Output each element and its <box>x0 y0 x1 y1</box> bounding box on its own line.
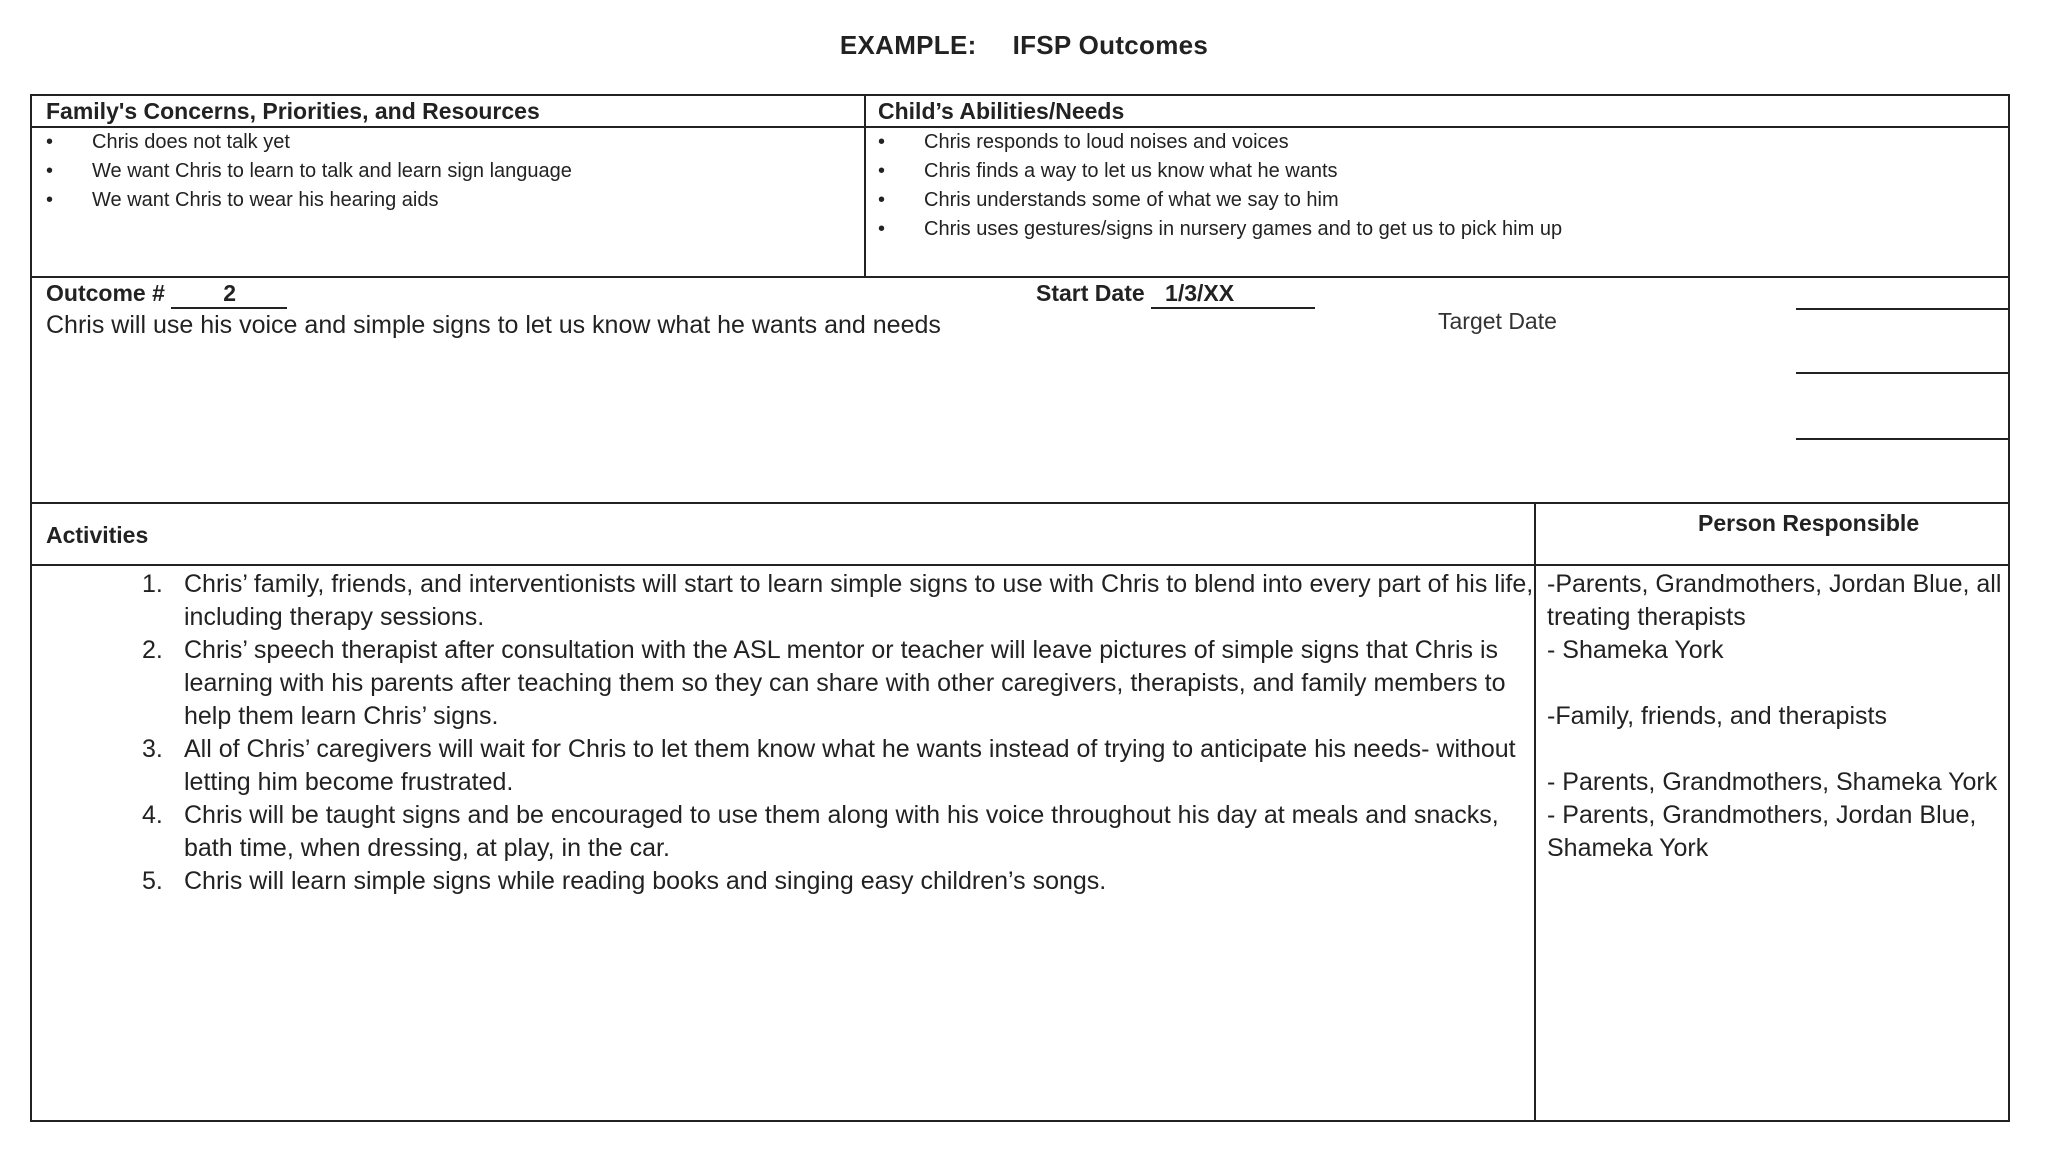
activities-header-rule <box>32 564 2008 566</box>
activity-text: Chris will be taught signs and be encouraged to use them along with his voice throughout his day at meals and snacks, bath time, when dressing, at play, in the car. <box>184 801 1499 862</box>
person-entry <box>1547 733 2007 766</box>
ifsp-form <box>30 94 2010 1122</box>
outcome-number-label: Outcome # <box>46 280 165 306</box>
list-item: • We want Chris to learn to talk and learn sign language <box>34 157 572 186</box>
person-responsible-list <box>1547 568 2007 865</box>
list-item: • We want Chris to wear his hearing aids <box>34 186 572 215</box>
activities-list <box>132 568 1552 898</box>
activity-item <box>132 799 1552 865</box>
activity-text: All of Chris’ caregivers will wait for Chris to let them know what he wants instead of trying to anticipate his needs- without letting him become frustrated. <box>184 735 1516 796</box>
activity-number: 5. <box>142 867 163 895</box>
activity-item <box>132 634 1552 733</box>
activities-heading: Activities <box>46 522 149 548</box>
activity-item <box>132 568 1552 634</box>
start-date-field <box>1036 280 1315 309</box>
activity-number: 1. <box>142 570 163 598</box>
family-concerns-list <box>34 128 572 215</box>
person-entry: - Shameka York <box>1547 636 1724 664</box>
start-date-value: 1/3/XX <box>1151 280 1315 309</box>
list-item: • Chris uses gestures/signs in nursery games and to get us to pick him up <box>866 215 1562 244</box>
activity-number: 3. <box>142 735 163 763</box>
activity-item <box>132 865 1552 898</box>
person-entry: -Parents, Grandmothers, Jordan Blue, all treating therapists <box>1547 570 2002 631</box>
activity-item <box>132 733 1552 799</box>
person-entry: -Family, friends, and therapists <box>1547 702 1887 730</box>
target-date-blank <box>1796 372 2008 374</box>
person-entry: - Parents, Grandmothers, Shameka York <box>1547 768 1998 796</box>
person-entry <box>1547 667 2007 700</box>
child-abilities-list <box>866 128 1562 244</box>
outcome-description: Chris will use his voice and simple signs to let us know what he wants and needs <box>46 311 941 339</box>
list-item: • Chris does not talk yet <box>34 128 572 157</box>
list-item: • Chris responds to loud noises and voices <box>866 128 1562 157</box>
person-responsible-heading: Person Responsible <box>1698 510 1920 536</box>
list-item: • Chris understands some of what we say to him <box>866 186 1562 215</box>
activity-number: 4. <box>142 801 163 829</box>
list-item: • Chris finds a way to let us know what he wants <box>866 157 1562 186</box>
person-entry: - Parents, Grandmothers, Jordan Blue, Shameka York <box>1547 801 1977 862</box>
document-title <box>0 30 2048 61</box>
example-label: EXAMPLE: <box>839 30 977 60</box>
section-divider-top <box>32 276 2008 278</box>
activity-text: Chris’ speech therapist after consultation with the ASL mentor or teacher will leave pictures of simple signs that Chris is learning with his parents after teaching them so they can share with other caregivers, therapists, and family members to help them learn Chris’ signs. <box>184 636 1506 730</box>
family-concerns-heading: Family's Concerns, Priorities, and Resources <box>46 98 540 124</box>
child-abilities-heading: Child’s Abilities/Needs <box>878 98 1125 124</box>
outcome-number-field <box>46 280 287 309</box>
target-date-blank <box>1796 438 2008 440</box>
target-date-label: Target Date <box>1438 308 1557 334</box>
outcome-number-value: 2 <box>171 280 287 309</box>
start-date-label: Start Date <box>1036 280 1145 306</box>
activity-text: Chris will learn simple signs while reading books and singing easy children’s songs. <box>184 867 1107 895</box>
target-date-blank <box>1796 308 2008 310</box>
title-text: IFSP Outcomes <box>1012 30 1209 60</box>
section-divider-outcome <box>32 502 2008 504</box>
activity-number: 2. <box>142 636 163 664</box>
activity-text: Chris’ family, friends, and interventionists will start to learn simple signs to use with Chris to blend into every part of his life, including therapy sessions. <box>184 570 1534 631</box>
